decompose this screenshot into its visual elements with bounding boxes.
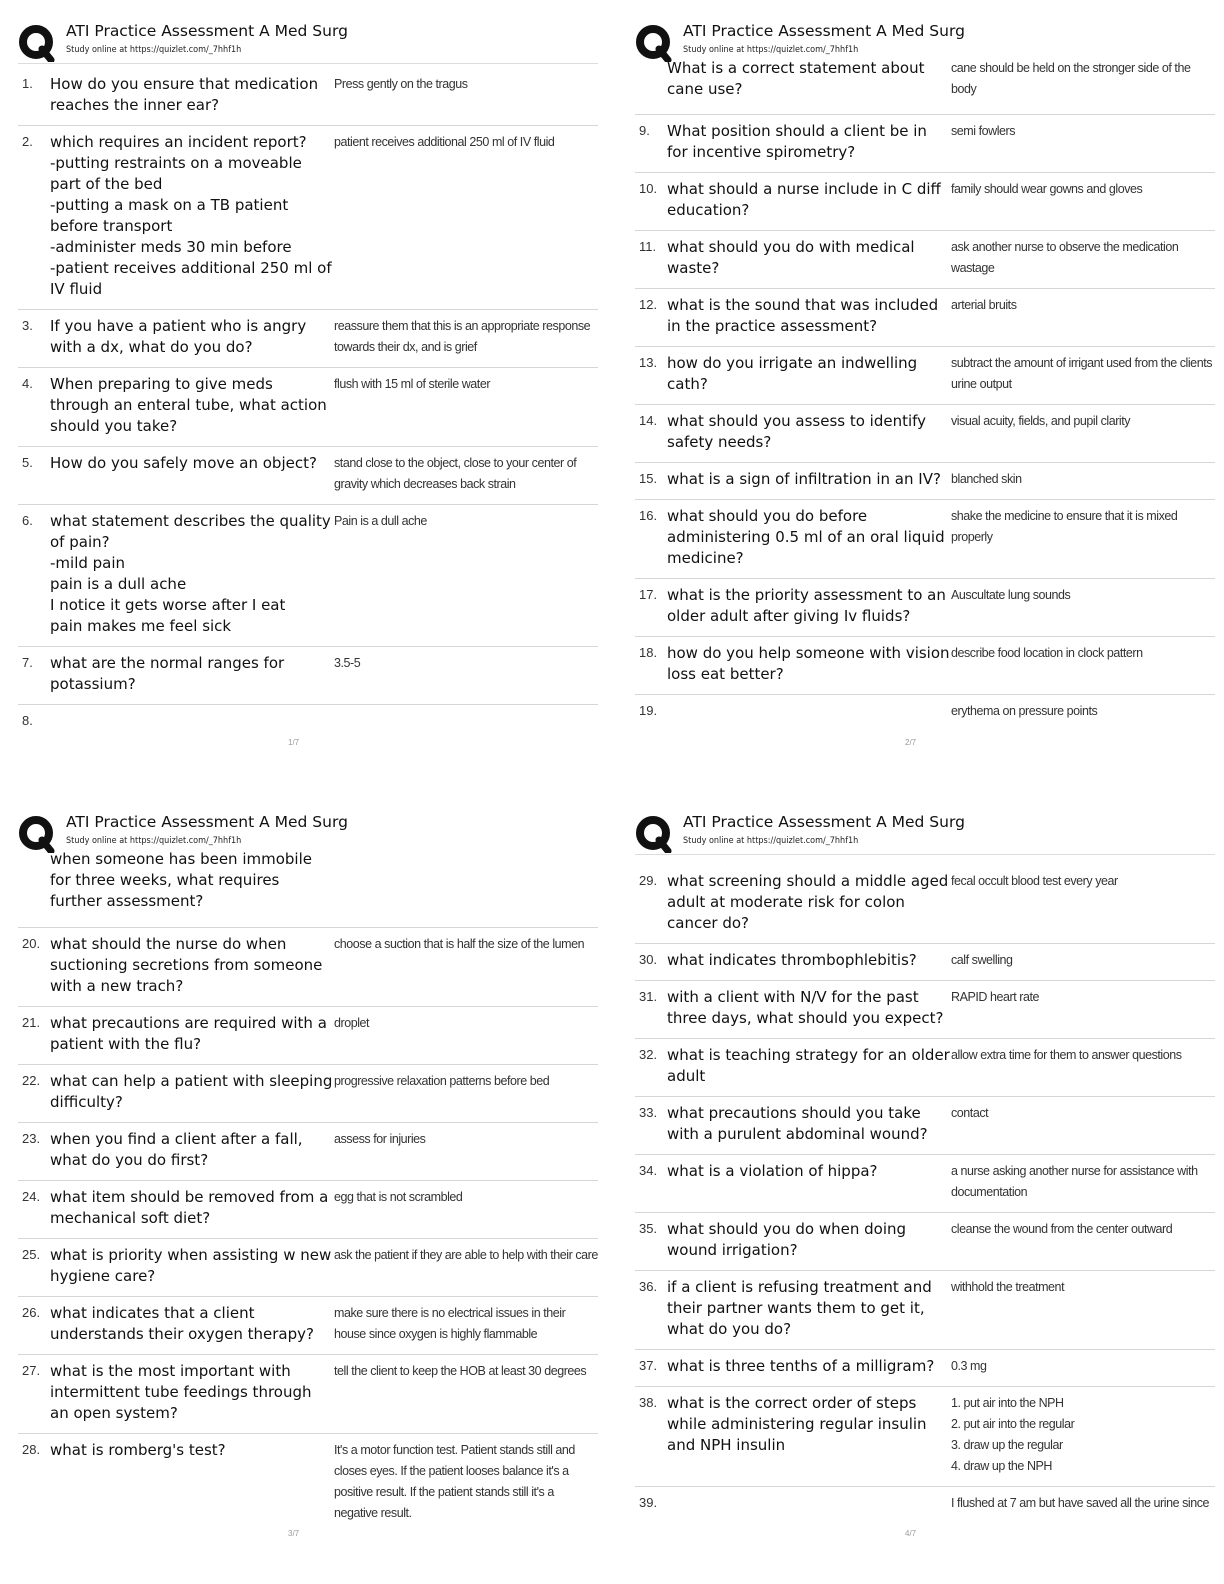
card-number: 6. — [22, 513, 33, 528]
card-number: 17. — [639, 587, 658, 602]
flashcard-row — [635, 637, 1215, 695]
card-definition: droplet — [334, 1016, 370, 1030]
flashcard-row — [635, 695, 1215, 731]
flashcard-row — [18, 849, 598, 928]
card-definition: visual acuity, fields, and pupil clarity — [951, 414, 1131, 428]
card-term — [667, 701, 951, 722]
flashcard-row — [635, 1487, 1215, 1523]
card-number: 31. — [639, 989, 658, 1004]
quizlet-logo-icon — [635, 815, 673, 853]
card-number: 10. — [639, 181, 658, 196]
document-page-2 — [635, 22, 1215, 747]
flashcard-row — [635, 579, 1215, 637]
flashcard-row — [635, 289, 1215, 347]
card-number: 37. — [639, 1358, 658, 1373]
card-definition: 1. put air into the NPH 2. put air into the regular 3. draw up the regular 4. draw up the NPH — [951, 1396, 1075, 1473]
card-number: 28. — [22, 1442, 41, 1457]
card-term: what statement describes the quality of pain? -mild pain pain is a dull ache I notice it gets worse after I eat pain makes me feel sick — [50, 512, 331, 635]
document-title: ATI Practice Assessment A Med Surg — [683, 813, 965, 831]
card-term: what is the priority assessment to an older adult after giving Iv fluids? — [667, 586, 946, 625]
card-term: What position should a client be in for incentive spirometry? — [667, 122, 927, 161]
flashcard-row — [18, 68, 598, 126]
card-definition: a nurse asking another nurse for assistance with documentation — [951, 1164, 1198, 1199]
study-link[interactable]: Study online at https://quizlet.com/_7hhf1h — [66, 836, 242, 846]
card-number — [635, 58, 667, 105]
document-title: ATI Practice Assessment A Med Surg — [683, 22, 965, 40]
card-term: what is priority when assisting w new hygiene care? — [50, 1246, 332, 1285]
flashcard-row — [18, 1355, 598, 1434]
flashcard-row — [635, 500, 1215, 579]
flashcard-row — [635, 231, 1215, 289]
page-header — [18, 813, 598, 853]
card-term: if a client is refusing treatment and their partner wants them to get it, what do you do? — [667, 1278, 932, 1338]
card-number: 32. — [639, 1047, 658, 1062]
card-definition: cane should be held on the stronger side of the body — [951, 61, 1191, 96]
card-number: 11. — [639, 239, 657, 254]
card-number: 13. — [639, 355, 658, 370]
flashcard-row — [635, 1039, 1215, 1097]
card-term: what is the sound that was included in the practice assessment? — [667, 296, 939, 335]
card-definition: stand close to the object, close to your center of gravity which decreases back strain — [334, 456, 577, 491]
card-definition: assess for injuries — [334, 1132, 426, 1146]
card-number: 21. — [22, 1015, 41, 1030]
card-number: 2. — [22, 134, 33, 149]
flashcard-row — [635, 173, 1215, 231]
page-header — [635, 22, 1215, 62]
card-term: How do you safely move an object? — [50, 454, 317, 472]
card-definition: semi fowlers — [951, 124, 1016, 138]
card-definition: withhold the treatment — [951, 1280, 1065, 1294]
card-term: what should you do before administering 0.5 ml of an oral liquid medicine? — [667, 507, 945, 567]
card-number: 27. — [22, 1363, 41, 1378]
flashcard-list — [18, 849, 598, 1533]
flashcard-row — [18, 505, 598, 647]
card-term: what precautions are required with a patient with the flu? — [50, 1014, 327, 1053]
card-definition: subtract the amount of irrigant used from the clients urine output — [951, 356, 1213, 391]
quizlet-logo-icon — [18, 815, 56, 853]
card-definition: arterial bruits — [951, 298, 1017, 312]
card-number: 20. — [22, 936, 41, 951]
page-number: 4/7 — [905, 1529, 917, 1538]
card-term: If you have a patient who is angry with a dx, what do you do? — [50, 317, 307, 356]
card-definition: flush with 15 ml of sterile water — [334, 377, 491, 391]
page-number: 1/7 — [288, 738, 300, 747]
card-definition: tell the client to keep the HOB at least 30 degrees — [334, 1364, 587, 1378]
card-term: what are the normal ranges for potassium? — [50, 654, 285, 693]
flashcard-row — [18, 1065, 598, 1123]
flashcard-row — [18, 1434, 598, 1533]
flashcard-row — [18, 705, 598, 737]
card-number: 33. — [639, 1105, 658, 1120]
card-number: 23. — [22, 1131, 41, 1146]
card-number — [18, 849, 50, 918]
flashcard-row — [18, 447, 598, 505]
card-number: 26. — [22, 1305, 41, 1320]
flashcard-row — [18, 928, 598, 1007]
card-term: what indicates thrombophlebitis? — [667, 951, 917, 969]
flashcard-row — [18, 126, 598, 310]
page-header — [18, 22, 598, 62]
flashcard-row — [635, 1271, 1215, 1350]
flashcard-row — [635, 981, 1215, 1039]
card-term: what item should be removed from a mechanical soft diet? — [50, 1188, 329, 1227]
card-number: 9. — [639, 123, 650, 138]
flashcard-row — [635, 1387, 1215, 1487]
page-header — [635, 813, 1215, 853]
flashcard-row — [635, 463, 1215, 500]
card-number: 12. — [639, 297, 658, 312]
card-number: 4. — [22, 376, 33, 391]
flashcard-row — [635, 405, 1215, 463]
flashcard-row — [635, 1155, 1215, 1213]
card-definition: It's a motor function test. Patient stands still and closes eyes. If the patient looses balance it's a positive result. If the patient stands still it's a negative result. — [334, 1443, 575, 1520]
quizlet-logo-icon — [635, 24, 673, 62]
card-term: when someone has been immobile for three weeks, what requires further assessment? — [50, 850, 312, 910]
header-divider — [18, 63, 598, 64]
card-number: 30. — [639, 952, 658, 967]
card-number: 7. — [22, 655, 33, 670]
card-term: what is a sign of infiltration in an IV? — [667, 470, 941, 488]
flashcard-row — [635, 1213, 1215, 1271]
card-definition: shake the medicine to ensure that it is mixed properly — [951, 509, 1178, 544]
card-term: what indicates that a client understands their oxygen therapy? — [50, 1304, 314, 1343]
card-definition: make sure there is no electrical issues in their house since oxygen is highly flammable — [334, 1306, 566, 1341]
card-definition: reassure them that this is an appropriate response towards their dx, and is grief — [334, 319, 591, 354]
card-number: 24. — [22, 1189, 41, 1204]
card-term: what should you do when doing wound irrigation? — [667, 1220, 907, 1259]
card-number: 3. — [22, 318, 33, 333]
flashcard-row — [635, 1350, 1215, 1387]
page-number: 2/7 — [905, 738, 917, 747]
card-term: what is teaching strategy for an older adult — [667, 1046, 950, 1085]
card-number: 36. — [639, 1279, 658, 1294]
card-term: with a client with N/V for the past three days, what should you expect? — [667, 988, 944, 1027]
card-definition: progressive relaxation patterns before bed — [334, 1074, 550, 1088]
card-term: what should a nurse include in C diff education? — [667, 180, 941, 219]
card-term: what should the nurse do when suctioning secretions from someone with a new trach? — [50, 935, 323, 995]
flashcard-row — [635, 58, 1215, 115]
card-definition: ask another nurse to observe the medication wastage — [951, 240, 1179, 275]
flashcard-row — [18, 1297, 598, 1355]
card-number: 18. — [639, 645, 658, 660]
card-definition: contact — [951, 1106, 989, 1120]
card-term: which requires an incident report? -putting restraints on a moveable part of the bed -putting a mask on a TB patient before transport -administer meds 30 min before -patient receives additional 250 ml of IV fluid — [50, 133, 332, 298]
card-definition: egg that is not scrambled — [334, 1190, 463, 1204]
quizlet-logo-icon — [18, 24, 56, 62]
card-term: when you find a client after a fall, what do you do first? — [50, 1130, 303, 1169]
card-definition: Auscultate lung sounds — [951, 588, 1071, 602]
card-definition: 0.3 mg — [951, 1359, 987, 1373]
card-term: what is a violation of hippa? — [667, 1162, 878, 1180]
document-page-1 — [18, 22, 598, 747]
card-term: what screening should a middle aged adult at moderate risk for colon cancer do? — [667, 872, 949, 932]
card-term: How do you ensure that medication reaches the inner ear? — [50, 75, 319, 114]
page-number: 3/7 — [288, 1529, 300, 1538]
flashcard-row — [18, 1123, 598, 1181]
card-definition — [334, 711, 598, 728]
card-definition: blanched skin — [951, 472, 1022, 486]
card-number: 5. — [22, 455, 33, 470]
card-term: what precautions should you take with a purulent abdominal wound? — [667, 1104, 928, 1143]
card-number: 14. — [639, 413, 658, 428]
document-page-3 — [18, 813, 598, 1538]
card-definition: 3.5-5 — [334, 656, 361, 670]
card-definition: Pain is a dull ache — [334, 514, 427, 528]
card-term: What is a correct statement about cane use? — [667, 59, 925, 98]
flashcard-row — [635, 944, 1215, 981]
card-definition: allow extra time for them to answer questions — [951, 1048, 1182, 1062]
study-link[interactable]: Study online at https://quizlet.com/_7hhf1h — [683, 836, 859, 846]
card-definition — [334, 849, 598, 918]
card-definition: choose a suction that is half the size of the lumen — [334, 937, 585, 951]
flashcard-row — [635, 865, 1215, 944]
card-term: what can help a patient with sleeping difficulty? — [50, 1072, 333, 1111]
card-number: 38. — [639, 1395, 658, 1410]
card-definition: describe food location in clock pattern — [951, 646, 1143, 660]
card-term: what should you assess to identify safety needs? — [667, 412, 927, 451]
card-number: 25. — [22, 1247, 41, 1262]
card-term — [50, 711, 334, 728]
card-term: what is three tenths of a milligram? — [667, 1357, 935, 1375]
card-definition: family should wear gowns and gloves — [951, 182, 1143, 196]
card-definition: patient receives additional 250 ml of IV fluid — [334, 135, 555, 149]
flashcard-row — [18, 1239, 598, 1297]
card-term — [667, 1493, 951, 1514]
card-definition: cleanse the wound from the center outward — [951, 1222, 1173, 1236]
flashcard-list — [18, 68, 598, 737]
card-number: 1. — [22, 76, 33, 91]
card-number: 22. — [22, 1073, 41, 1088]
document-page-4 — [635, 813, 1215, 1538]
card-number: 29. — [639, 873, 658, 888]
flashcard-row — [635, 347, 1215, 405]
card-definition: ask the patient if they are able to help with their care — [334, 1248, 598, 1262]
card-definition: erythema on pressure points — [951, 704, 1098, 718]
card-definition: calf swelling — [951, 953, 1013, 967]
card-number: 16. — [639, 508, 658, 523]
card-term: what is the correct order of steps while administering regular insulin and NPH insulin — [667, 1394, 927, 1454]
card-definition: Press gently on the tragus — [334, 77, 468, 91]
flashcard-row — [18, 1007, 598, 1065]
flashcard-row — [18, 368, 598, 447]
card-number: 8. — [22, 713, 33, 728]
card-term: how do you help someone with vision loss eat better? — [667, 644, 950, 683]
flashcard-row — [635, 1097, 1215, 1155]
card-term: When preparing to give meds through an enteral tube, what action should you take? — [50, 375, 327, 435]
flashcard-list — [635, 865, 1215, 1523]
document-title: ATI Practice Assessment A Med Surg — [66, 22, 348, 40]
flashcard-list — [635, 58, 1215, 731]
card-term: what is romberg's test? — [50, 1441, 226, 1459]
flashcard-row — [18, 647, 598, 705]
card-number: 19. — [639, 703, 658, 718]
card-term: how do you irrigate an indwelling cath? — [667, 354, 918, 393]
study-link[interactable]: Study online at https://quizlet.com/_7hhf1h — [66, 45, 242, 55]
card-number: 39. — [639, 1495, 658, 1510]
card-term: what is the most important with intermittent tube feedings through an open system? — [50, 1362, 312, 1422]
flashcard-row — [18, 310, 598, 368]
flashcard-row — [635, 115, 1215, 173]
card-number: 34. — [639, 1163, 658, 1178]
card-definition: I flushed at 7 am but have saved all the urine since — [951, 1496, 1210, 1510]
card-number: 35. — [639, 1221, 658, 1236]
flashcard-row — [18, 1181, 598, 1239]
study-link[interactable]: Study online at https://quizlet.com/_7hhf1h — [683, 45, 859, 55]
card-term: what should you do with medical waste? — [667, 238, 915, 277]
card-definition: RAPID heart rate — [951, 990, 1039, 1004]
card-number: 15. — [639, 471, 658, 486]
document-title: ATI Practice Assessment A Med Surg — [66, 813, 348, 831]
card-definition: fecal occult blood test every year — [951, 874, 1118, 888]
header-divider — [635, 854, 1215, 855]
